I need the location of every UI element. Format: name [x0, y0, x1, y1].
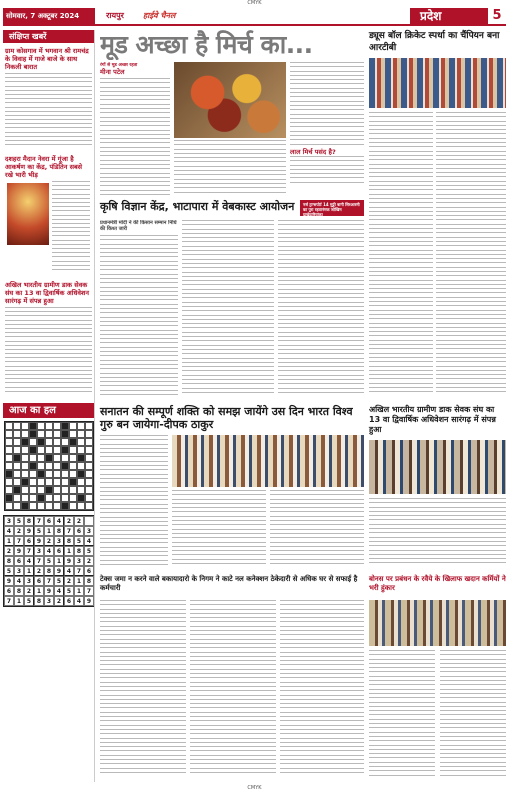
crossword-cell — [45, 478, 53, 486]
sudoku-cell: 6 — [4, 586, 14, 596]
crossword-cell — [61, 486, 69, 494]
sudoku-cell: 1 — [4, 536, 14, 546]
gramin-photo — [369, 440, 506, 494]
crossword-cell — [13, 502, 21, 510]
sudoku-cell: 7 — [4, 596, 14, 606]
bonus-headline: बोनस पर प्रबंधन के रवैये के खिलाफ खदान कर्मियों ने भरी हुंकार — [369, 575, 506, 592]
sudoku-cell: 3 — [54, 536, 64, 546]
crossword-cell — [61, 438, 69, 446]
crossword-cell — [29, 494, 37, 502]
sudoku-cell: 5 — [24, 596, 34, 606]
right-col-1 — [369, 112, 433, 402]
crossword-cell — [5, 502, 13, 510]
sudoku-cell: 9 — [24, 526, 34, 536]
crossword-cell — [21, 454, 29, 462]
crossword-cell — [21, 494, 29, 502]
crossword-cell — [53, 494, 61, 502]
crossword-cell — [5, 454, 13, 462]
crossword-cell — [21, 462, 29, 470]
taxi-col-1 — [100, 600, 186, 780]
crossword-cell — [45, 494, 53, 502]
crossword-cell — [69, 502, 77, 510]
header-date: सोमवार, 7 अक्टूबर 2024 — [3, 8, 95, 24]
right-col-2 — [436, 112, 506, 402]
crossword-cell — [13, 462, 21, 470]
crossword-cell — [29, 462, 37, 470]
sudoku-cell: 8 — [54, 526, 64, 536]
crossword-cell — [69, 430, 77, 438]
sudoku-grid — [3, 515, 95, 607]
sudoku-cell: 1 — [74, 576, 84, 586]
bonus-photo — [369, 600, 506, 646]
bonus-col-2-lines — [440, 650, 506, 776]
crossword-cell — [77, 502, 85, 510]
kvk-col-3 — [278, 220, 364, 400]
sudoku-cell: 1 — [74, 586, 84, 596]
sudoku-cell: 2 — [54, 596, 64, 606]
sanatan-col-3-lines — [270, 490, 364, 564]
sudoku-cell: 2 — [64, 516, 74, 526]
sudoku-cell: 4 — [14, 576, 24, 586]
lead-col-1 — [100, 62, 170, 196]
crossword-cell — [53, 478, 61, 486]
sudoku-cell: 8 — [34, 596, 44, 606]
sudoku-cell: 9 — [84, 596, 94, 606]
crossword-cell — [85, 502, 93, 510]
sudoku-cell: 1 — [44, 526, 54, 536]
sanatan-headline: सनातन की सम्पूर्ण शक्ति को समझ जायेंगे उस दिन भारत विश्व गुरु बन जायेगा-दीपक ठाकुर — [100, 405, 353, 431]
page-header — [3, 8, 506, 26]
crossword-cell — [77, 422, 85, 430]
crossword-cell — [69, 486, 77, 494]
sudoku-cell: 1 — [54, 556, 64, 566]
crossword-cell — [13, 438, 21, 446]
sudoku-cell: 8 — [14, 586, 24, 596]
crossword-cell — [21, 446, 29, 454]
left-column — [3, 30, 95, 782]
bonus-col-2 — [440, 650, 506, 780]
crossword-cell — [5, 486, 13, 494]
crossword-cell — [29, 502, 37, 510]
red-box — [300, 200, 364, 216]
spice-photo — [174, 62, 286, 138]
lead-sub2: लाल मिर्च पसंद है? — [290, 147, 336, 156]
crossword-cell — [21, 438, 29, 446]
crossword-cell — [61, 430, 69, 438]
crossword-cell — [37, 454, 45, 462]
sudoku-cell: 3 — [34, 546, 44, 556]
lead-headline: मूड अच्छा है मिर्च का... — [100, 30, 313, 59]
sudoku-cell: 4 — [84, 536, 94, 546]
crossword-cell — [13, 446, 21, 454]
gramin-body-lines — [369, 498, 506, 563]
gramin-body — [369, 498, 506, 570]
crossword-cell — [5, 462, 13, 470]
sudoku-cell: 8 — [84, 576, 94, 586]
crossword-cell — [45, 462, 53, 470]
left-story1-headline: ग्राम कोसगाव में भगवान श्री रामचंद्र के विवाह में गाजे बाजे के साथ निकली बारात — [5, 47, 89, 71]
crossword-cell — [77, 438, 85, 446]
crossword-cell — [21, 478, 29, 486]
sudoku-cell: 6 — [24, 536, 34, 546]
crossword-cell — [13, 470, 21, 478]
crossword-cell — [85, 454, 93, 462]
sudoku-cell: 5 — [54, 576, 64, 586]
crossword-cell — [45, 438, 53, 446]
crossword-cell — [29, 446, 37, 454]
crossword-cell — [85, 430, 93, 438]
sanatan-col-2 — [172, 490, 266, 572]
crossword-cell — [37, 422, 45, 430]
sudoku-cell: 7 — [34, 556, 44, 566]
crossword-cell — [85, 470, 93, 478]
sudoku-cell: 4 — [44, 546, 54, 556]
sudoku-cell: 3 — [4, 516, 14, 526]
left-story2-headline: दशहरा मैदान नेवरा में गूंजा है आकर्षण का केंद्र, पंडितिन सबसे रखे भारी भीड़ — [5, 155, 83, 179]
left-story3-headline: अखिल भारतीय ग्रामीण डाक सेवक संघ का 13 वा द्विवार्षिक अधिवेशन सारंगढ़ में संपन्न हुआ — [5, 281, 90, 305]
crossword-cell — [77, 446, 85, 454]
crossword-cell — [13, 478, 21, 486]
print-mark-bottom: CMYK — [247, 785, 262, 791]
left-story2-block — [5, 181, 92, 277]
sudoku-cell: 5 — [84, 546, 94, 556]
left-story2-body — [52, 181, 90, 277]
taxi-headline: टेक्स जमा न करने वाले बकायादारो के निगम ने काटे नल कनेक्शन ठेकेदारी से अधिक घर से सफाई है कर्मचारी — [100, 575, 358, 592]
header-section: प्रदेश — [410, 8, 488, 24]
crossword-cell — [85, 478, 93, 486]
kvk-headline: कृषि विज्ञान केंद्र, भाटापारा में वेबकास्ट आयोजन — [100, 200, 295, 213]
sudoku-cell: 3 — [44, 596, 54, 606]
crossword-cell — [13, 430, 21, 438]
crossword-cell — [13, 454, 21, 462]
crossword-cell — [37, 430, 45, 438]
crossword-cell — [61, 454, 69, 462]
sudoku-cell: 5 — [34, 526, 44, 536]
crossword-cell — [69, 422, 77, 430]
sudoku-cell: 2 — [14, 526, 24, 536]
sudoku-cell: 8 — [74, 546, 84, 556]
sanatan-col-2-lines — [172, 490, 266, 564]
taxi-col-1-lines — [100, 600, 186, 773]
crossword-cell — [85, 438, 93, 446]
crossword-cell — [61, 470, 69, 478]
sudoku-cell: 7 — [24, 546, 34, 556]
sudoku-cell: 3 — [14, 566, 24, 576]
crossword-cell — [85, 446, 93, 454]
crossword-cell — [37, 494, 45, 502]
sudoku-cell: 7 — [14, 536, 24, 546]
crossword-cell — [53, 502, 61, 510]
goddess-photo — [7, 183, 49, 245]
cricket-team-photo — [369, 58, 506, 108]
kvk-kicker: प्रधानमंत्री मोदी ने की किसान सम्मान निधि की किश्त जारी — [100, 220, 177, 232]
sudoku-cell: 1 — [34, 586, 44, 596]
crossword-cell — [45, 470, 53, 478]
crossword-cell — [29, 430, 37, 438]
crossword-cell — [45, 446, 53, 454]
sudoku-cell: 7 — [84, 586, 94, 596]
crossword-cell — [85, 486, 93, 494]
kvk-col-2-lines — [182, 220, 274, 393]
crossword-cell — [37, 486, 45, 494]
left-story1-body — [5, 73, 92, 151]
sudoku-cell: 9 — [54, 566, 64, 576]
sudoku-cell: 3 — [24, 576, 34, 586]
sudoku-cell: 6 — [54, 546, 64, 556]
header-page-number: 5 — [492, 8, 502, 23]
taxi-col-3-lines — [280, 600, 364, 773]
sudoku-cell: 4 — [24, 556, 34, 566]
crossword-cell — [69, 478, 77, 486]
crossword-cell — [77, 478, 85, 486]
crossword-cell — [5, 478, 13, 486]
sudoku-cell: 2 — [84, 556, 94, 566]
kvk-col-1 — [100, 220, 178, 400]
crossword-cell — [53, 430, 61, 438]
sudoku-cell: 2 — [34, 566, 44, 576]
sanatan-col-1 — [100, 435, 168, 571]
crossword-cell — [29, 478, 37, 486]
sudoku-cell: 5 — [4, 566, 14, 576]
crossword-cell — [13, 422, 21, 430]
print-mark-top: CMYK — [247, 0, 262, 6]
lead-col-3 — [290, 62, 364, 196]
sudoku-cell — [84, 516, 94, 526]
crossword-cell — [77, 454, 85, 462]
crossword-cell — [61, 502, 69, 510]
puzzle-tag: आज का हल — [3, 403, 94, 418]
crossword-cell — [77, 462, 85, 470]
sanatan-photo — [172, 435, 364, 487]
crossword-cell — [69, 462, 77, 470]
crossword-cell — [45, 502, 53, 510]
sudoku-cell: 3 — [74, 556, 84, 566]
header-city: रायपुर — [106, 11, 124, 20]
crossword-cell — [77, 470, 85, 478]
sudoku-cell: 7 — [44, 576, 54, 586]
crossword-cell — [85, 462, 93, 470]
bonus-col-1-lines — [369, 650, 435, 776]
crossword-cell — [69, 494, 77, 502]
crossword-cell — [29, 486, 37, 494]
kvk-col-3-lines — [278, 220, 364, 393]
crossword-cell — [21, 486, 29, 494]
crossword-cell — [13, 494, 21, 502]
kvk-col-2 — [182, 220, 274, 400]
crossword-cell — [37, 502, 45, 510]
sudoku-cell: 6 — [14, 556, 24, 566]
crossword-cell — [37, 438, 45, 446]
crossword-cell — [45, 422, 53, 430]
crossword-cell — [21, 502, 29, 510]
crossword-cell — [77, 494, 85, 502]
sudoku-cell: 8 — [4, 556, 14, 566]
crossword-cell — [61, 478, 69, 486]
lead-sub1: मीना पटेल — [100, 68, 125, 76]
header-brand: हाईवे चैनल — [143, 11, 176, 20]
bonus-col-1 — [369, 650, 435, 780]
sudoku-cell: 2 — [74, 516, 84, 526]
crossword-cell — [13, 486, 21, 494]
taxi-col-2 — [190, 600, 276, 780]
crossword-cell — [61, 422, 69, 430]
sanatan-col-3 — [270, 490, 364, 572]
sudoku-cell: 2 — [24, 586, 34, 596]
sudoku-cell: 5 — [14, 516, 24, 526]
crossword-cell — [53, 422, 61, 430]
sudoku-cell: 2 — [64, 576, 74, 586]
crossword-cell — [53, 486, 61, 494]
sudoku-cell: 8 — [24, 516, 34, 526]
crossword-cell — [21, 422, 29, 430]
crossword-cell — [29, 422, 37, 430]
crossword-cell — [69, 446, 77, 454]
crossword-cell — [61, 462, 69, 470]
sudoku-cell: 4 — [54, 516, 64, 526]
crossword-cell — [85, 422, 93, 430]
sudoku-cell: 7 — [34, 516, 44, 526]
sudoku-cell: 1 — [24, 566, 34, 576]
crossword-grid — [4, 421, 94, 511]
taxi-col-3 — [280, 600, 364, 780]
crossword-cell — [45, 430, 53, 438]
crossword-cell — [69, 454, 77, 462]
dyus-headline: ड्यूस बॉल क्रिकेट स्पर्धा का चैंपियन बना आरटीबी — [369, 31, 500, 53]
crossword-cell — [29, 470, 37, 478]
crossword-cell — [61, 494, 69, 502]
sudoku-cell: 5 — [74, 536, 84, 546]
crossword-cell — [69, 470, 77, 478]
sudoku-cell: 7 — [74, 566, 84, 576]
crossword-cell — [53, 470, 61, 478]
crossword-cell — [5, 430, 13, 438]
left-story3-body — [5, 307, 92, 399]
crossword-cell — [53, 438, 61, 446]
lead-col-2 — [174, 140, 286, 198]
crossword-cell — [5, 494, 13, 502]
sudoku-cell: 6 — [64, 596, 74, 606]
crossword-cell — [53, 454, 61, 462]
sudoku-cell: 9 — [64, 556, 74, 566]
crossword-cell — [37, 446, 45, 454]
crossword-cell — [77, 430, 85, 438]
lead-byline: रंगों से मूड अच्छा रहता — [100, 63, 138, 68]
crossword-cell — [53, 462, 61, 470]
crossword-cell — [5, 470, 13, 478]
sudoku-cell: 3 — [84, 526, 94, 536]
sudoku-cell: 5 — [44, 556, 54, 566]
sudoku-cell: 6 — [74, 526, 84, 536]
sudoku-cell: 1 — [14, 596, 24, 606]
crossword-cell — [29, 438, 37, 446]
crossword-cell — [29, 454, 37, 462]
sudoku-cell: 4 — [64, 566, 74, 576]
sudoku-cell: 2 — [4, 546, 14, 556]
sudoku-cell: 7 — [64, 526, 74, 536]
crossword-cell — [61, 446, 69, 454]
taxi-col-2-lines — [190, 600, 276, 773]
brief-news-tag: संक्षिप्त खबरें — [3, 30, 94, 43]
sudoku-cell: 8 — [44, 566, 54, 576]
crossword-cell — [37, 470, 45, 478]
crossword-cell — [5, 422, 13, 430]
lead-col-3-lines-a — [290, 62, 364, 145]
sudoku-cell: 4 — [74, 596, 84, 606]
crossword-cell — [77, 486, 85, 494]
crossword-cell — [5, 446, 13, 454]
sudoku-cell: 6 — [44, 516, 54, 526]
right-col-2-lines — [436, 112, 506, 392]
crossword-cell — [85, 494, 93, 502]
sudoku-cell: 6 — [34, 576, 44, 586]
sanatan-col-1-lines — [100, 435, 168, 565]
kvk-col-1-lines — [100, 235, 178, 395]
gramin-headline: अखिल भारतीय ग्रामीण डाक सेवक संघ का 13 वा द्विवार्षिक अधिवेशन सारंगढ़ में संपन्न हुआ — [369, 405, 496, 434]
sudoku-cell: 5 — [64, 586, 74, 596]
sudoku-cell: 2 — [44, 536, 54, 546]
crossword-cell — [53, 446, 61, 454]
sudoku-cell: 9 — [34, 536, 44, 546]
crossword-cell — [21, 470, 29, 478]
lead-col-2-lines — [174, 140, 286, 193]
red-box-text: नर्स ट्रान्सपोर्ट 14 मुठ्ठी बागी सिरआरमी का पुरा रहवानंमक जोखिम दाखेदारियांका — [300, 200, 364, 216]
sudoku-cell: 9 — [4, 576, 14, 586]
sudoku-cell: 4 — [54, 586, 64, 596]
sudoku-cell: 4 — [4, 526, 14, 536]
sudoku-cell: 1 — [64, 546, 74, 556]
crossword-cell — [5, 438, 13, 446]
crossword-cell — [37, 478, 45, 486]
sudoku-cell: 9 — [44, 586, 54, 596]
lead-col-3-lines-b — [290, 156, 364, 183]
lead-col-1-lines — [100, 78, 170, 195]
crossword-cell — [69, 438, 77, 446]
sudoku-cell: 9 — [14, 546, 24, 556]
crossword-cell — [37, 462, 45, 470]
right-col-1-lines — [369, 112, 433, 392]
crossword-cell — [45, 454, 53, 462]
sudoku-cell: 6 — [84, 566, 94, 576]
crossword-cell — [45, 486, 53, 494]
crossword-cell — [21, 430, 29, 438]
sudoku-cell: 8 — [64, 536, 74, 546]
